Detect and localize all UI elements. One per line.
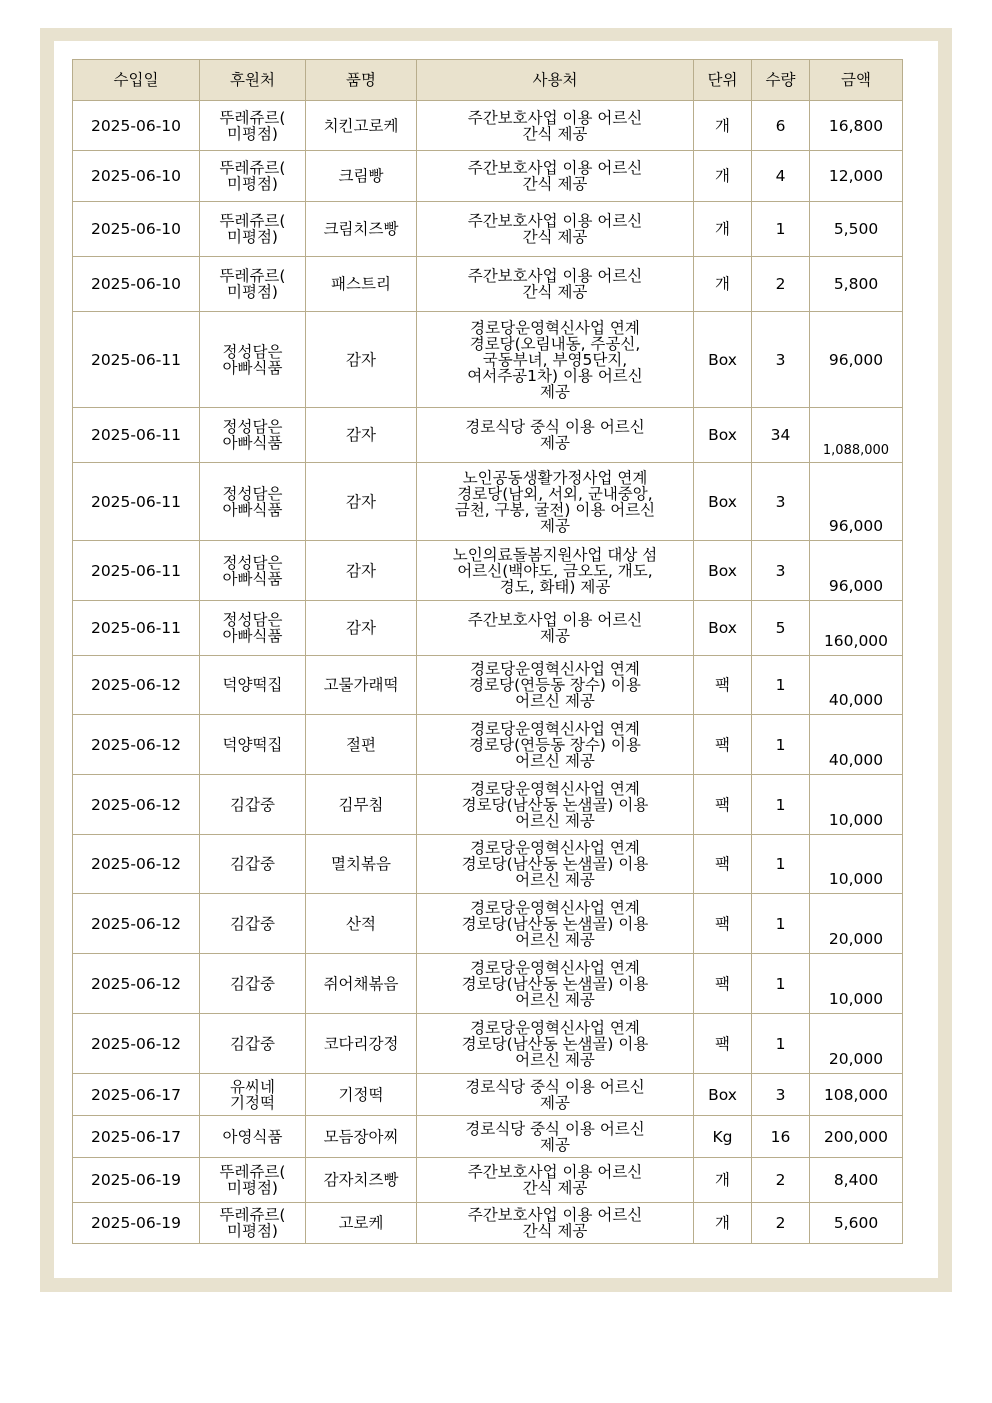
cell-date: 2025-06-10 (73, 101, 200, 151)
cell-date: 2025-06-12 (73, 775, 200, 835)
cell-quantity: 2 (752, 257, 810, 312)
cell-quantity: 1 (752, 954, 810, 1014)
cell-amount: 5,600 (810, 1203, 903, 1244)
donation-table (72, 59, 903, 1244)
cell-unit: Box (694, 312, 752, 408)
cell-donor: 뚜레쥬르( 미평점) (200, 151, 306, 202)
cell-amount: 200,000 (810, 1116, 903, 1158)
cell-unit: 개 (694, 202, 752, 257)
cell-quantity: 4 (752, 151, 810, 202)
cell-amount: 108,000 (810, 1074, 903, 1116)
header-date: 수입일 (73, 60, 200, 101)
cell-quantity: 2 (752, 1158, 810, 1203)
table-row (73, 715, 903, 775)
cell-usage: 노인의료돌봄지원사업 대상 섬 어르신(백야도, 금오도, 개도, 경도, 화태) 제공 (417, 541, 694, 601)
cell-date: 2025-06-17 (73, 1116, 200, 1158)
cell-donor: 정성담은 아빠식품 (200, 541, 306, 601)
cell-unit: 팩 (694, 1014, 752, 1074)
table-row (73, 151, 903, 202)
cell-date: 2025-06-12 (73, 954, 200, 1014)
cell-date: 2025-06-19 (73, 1158, 200, 1203)
table-row (73, 1014, 903, 1074)
cell-quantity: 34 (752, 408, 810, 463)
cell-date: 2025-06-10 (73, 257, 200, 312)
cell-amount: 1,088,000 (810, 408, 903, 463)
cell-item: 코다리강정 (306, 1014, 417, 1074)
table-row (73, 408, 903, 463)
table-row (73, 1074, 903, 1116)
cell-donor: 유씨네 기정떡 (200, 1074, 306, 1116)
cell-usage: 노인공동생활가정사업 연계 경로당(남외, 서외, 군내중앙, 금천, 구봉, 굴전) 이용 어르신 제공 (417, 463, 694, 541)
cell-item: 감자치즈빵 (306, 1158, 417, 1203)
cell-item: 고로케 (306, 1203, 417, 1244)
cell-unit: 개 (694, 1203, 752, 1244)
header-row (73, 60, 903, 101)
cell-amount: 40,000 (810, 715, 903, 775)
cell-date: 2025-06-10 (73, 151, 200, 202)
cell-quantity: 1 (752, 775, 810, 835)
cell-quantity: 5 (752, 601, 810, 656)
cell-quantity: 1 (752, 835, 810, 894)
cell-donor: 뚜레쥬르( 미평점) (200, 1158, 306, 1203)
cell-amount: 10,000 (810, 954, 903, 1014)
cell-item: 크림빵 (306, 151, 417, 202)
table-row (73, 894, 903, 954)
cell-donor: 아영식품 (200, 1116, 306, 1158)
cell-date: 2025-06-12 (73, 835, 200, 894)
cell-usage: 주간보호사업 이용 어르신 간식 제공 (417, 202, 694, 257)
cell-item: 고물가래떡 (306, 656, 417, 715)
table-body (73, 101, 903, 1244)
cell-date: 2025-06-17 (73, 1074, 200, 1116)
table-row (73, 312, 903, 408)
cell-item: 패스트리 (306, 257, 417, 312)
table-row (73, 463, 903, 541)
cell-usage: 주간보호사업 이용 어르신 간식 제공 (417, 1203, 694, 1244)
table-row (73, 656, 903, 715)
header-quantity: 수량 (752, 60, 810, 101)
table-row (73, 1158, 903, 1203)
cell-donor: 뚜레쥬르( 미평점) (200, 101, 306, 151)
cell-donor: 뚜레쥬르( 미평점) (200, 257, 306, 312)
table-row (73, 1116, 903, 1158)
cell-unit: Box (694, 541, 752, 601)
cell-amount: 20,000 (810, 1014, 903, 1074)
table-row (73, 1203, 903, 1244)
cell-item: 멸치볶음 (306, 835, 417, 894)
cell-amount: 40,000 (810, 656, 903, 715)
cell-date: 2025-06-11 (73, 463, 200, 541)
cell-unit: 팩 (694, 954, 752, 1014)
cell-donor: 뚜레쥬르( 미평점) (200, 1203, 306, 1244)
cell-amount: 16,800 (810, 101, 903, 151)
cell-unit: Box (694, 601, 752, 656)
cell-date: 2025-06-12 (73, 656, 200, 715)
table-row (73, 257, 903, 312)
cell-unit: Box (694, 408, 752, 463)
cell-donor: 김갑중 (200, 1014, 306, 1074)
header-unit: 단위 (694, 60, 752, 101)
cell-unit: 개 (694, 1158, 752, 1203)
cell-usage: 주간보호사업 이용 어르신 간식 제공 (417, 101, 694, 151)
table-row (73, 954, 903, 1014)
cell-amount: 5,500 (810, 202, 903, 257)
cell-usage: 경로당운영혁신사업 연계 경로당(남산동 논샘골) 이용 어르신 제공 (417, 775, 694, 835)
cell-quantity: 3 (752, 312, 810, 408)
cell-date: 2025-06-12 (73, 894, 200, 954)
cell-amount: 20,000 (810, 894, 903, 954)
cell-usage: 경로식당 중식 이용 어르신 제공 (417, 408, 694, 463)
cell-unit: 팩 (694, 775, 752, 835)
cell-item: 감자 (306, 312, 417, 408)
cell-unit: 개 (694, 101, 752, 151)
cell-donor: 김갑중 (200, 894, 306, 954)
cell-quantity: 1 (752, 715, 810, 775)
cell-date: 2025-06-19 (73, 1203, 200, 1244)
cell-date: 2025-06-11 (73, 601, 200, 656)
cell-item: 크림치즈빵 (306, 202, 417, 257)
cell-quantity: 6 (752, 101, 810, 151)
cell-unit: Box (694, 463, 752, 541)
header-amount: 금액 (810, 60, 903, 101)
cell-usage: 주간보호사업 이용 어르신 간식 제공 (417, 257, 694, 312)
cell-unit: 개 (694, 151, 752, 202)
cell-item: 감자 (306, 408, 417, 463)
cell-donor: 정성담은 아빠식품 (200, 601, 306, 656)
cell-unit: Kg (694, 1116, 752, 1158)
cell-donor: 덕양떡집 (200, 715, 306, 775)
cell-item: 치킨고로케 (306, 101, 417, 151)
cell-item: 감자 (306, 463, 417, 541)
cell-unit: 팩 (694, 656, 752, 715)
cell-item: 김무침 (306, 775, 417, 835)
cell-date: 2025-06-12 (73, 715, 200, 775)
cell-item: 기정떡 (306, 1074, 417, 1116)
cell-donor: 정성담은 아빠식품 (200, 312, 306, 408)
cell-unit: Box (694, 1074, 752, 1116)
cell-item: 산적 (306, 894, 417, 954)
header-usage: 사용처 (417, 60, 694, 101)
cell-quantity: 3 (752, 1074, 810, 1116)
cell-donor: 김갑중 (200, 835, 306, 894)
cell-unit: 팩 (694, 894, 752, 954)
cell-donor: 뚜레쥬르( 미평점) (200, 202, 306, 257)
cell-amount: 10,000 (810, 835, 903, 894)
cell-usage: 주간보호사업 이용 어르신 간식 제공 (417, 151, 694, 202)
table-row (73, 835, 903, 894)
cell-quantity: 3 (752, 463, 810, 541)
cell-usage: 주간보호사업 이용 어르신 제공 (417, 601, 694, 656)
cell-donor: 정성담은 아빠식품 (200, 463, 306, 541)
cell-date: 2025-06-11 (73, 541, 200, 601)
cell-quantity: 1 (752, 202, 810, 257)
cell-usage: 경로당운영혁신사업 연계 경로당(연등동 장수) 이용 어르신 제공 (417, 656, 694, 715)
cell-amount: 12,000 (810, 151, 903, 202)
cell-unit: 팩 (694, 715, 752, 775)
cell-donor: 김갑중 (200, 954, 306, 1014)
cell-quantity: 3 (752, 541, 810, 601)
cell-item: 모듬장아찌 (306, 1116, 417, 1158)
cell-item: 감자 (306, 541, 417, 601)
cell-amount: 8,400 (810, 1158, 903, 1203)
cell-usage: 경로당운영혁신사업 연계 경로당(연등동 장수) 이용 어르신 제공 (417, 715, 694, 775)
header-donor: 후원처 (200, 60, 306, 101)
header-item: 품명 (306, 60, 417, 101)
cell-usage: 경로식당 중식 이용 어르신 제공 (417, 1116, 694, 1158)
table-header (73, 60, 903, 101)
cell-quantity: 1 (752, 894, 810, 954)
cell-usage: 경로당운영혁신사업 연계 경로당(오림내동, 주공신, 국동부녀, 부영5단지, 여서주공1차) 이용 어르신 제공 (417, 312, 694, 408)
table-row (73, 101, 903, 151)
cell-amount: 160,000 (810, 601, 903, 656)
cell-quantity: 2 (752, 1203, 810, 1244)
cell-donor: 김갑중 (200, 775, 306, 835)
cell-donor: 덕양떡집 (200, 656, 306, 715)
cell-usage: 경로당운영혁신사업 연계 경로당(남산동 논샘골) 이용 어르신 제공 (417, 835, 694, 894)
cell-date: 2025-06-10 (73, 202, 200, 257)
cell-item: 절편 (306, 715, 417, 775)
cell-unit: 개 (694, 257, 752, 312)
table-row (73, 541, 903, 601)
cell-quantity: 1 (752, 656, 810, 715)
cell-amount: 96,000 (810, 541, 903, 601)
cell-date: 2025-06-11 (73, 312, 200, 408)
cell-amount: 5,800 (810, 257, 903, 312)
cell-date: 2025-06-12 (73, 1014, 200, 1074)
cell-usage: 주간보호사업 이용 어르신 간식 제공 (417, 1158, 694, 1203)
table-row (73, 601, 903, 656)
table-row (73, 202, 903, 257)
cell-amount: 96,000 (810, 312, 903, 408)
cell-date: 2025-06-11 (73, 408, 200, 463)
table-row (73, 775, 903, 835)
cell-amount: 96,000 (810, 463, 903, 541)
cell-donor: 정성담은 아빠식품 (200, 408, 306, 463)
cell-usage: 경로당운영혁신사업 연계 경로당(남산동 논샘골) 이용 어르신 제공 (417, 894, 694, 954)
cell-usage: 경로당운영혁신사업 연계 경로당(남산동 논샘골) 이용 어르신 제공 (417, 954, 694, 1014)
cell-item: 감자 (306, 601, 417, 656)
cell-quantity: 1 (752, 1014, 810, 1074)
cell-usage: 경로식당 중식 이용 어르신 제공 (417, 1074, 694, 1116)
cell-amount: 10,000 (810, 775, 903, 835)
cell-quantity: 16 (752, 1116, 810, 1158)
cell-item: 쥐어채볶음 (306, 954, 417, 1014)
cell-unit: 팩 (694, 835, 752, 894)
cell-usage: 경로당운영혁신사업 연계 경로당(남산동 논샘골) 이용 어르신 제공 (417, 1014, 694, 1074)
